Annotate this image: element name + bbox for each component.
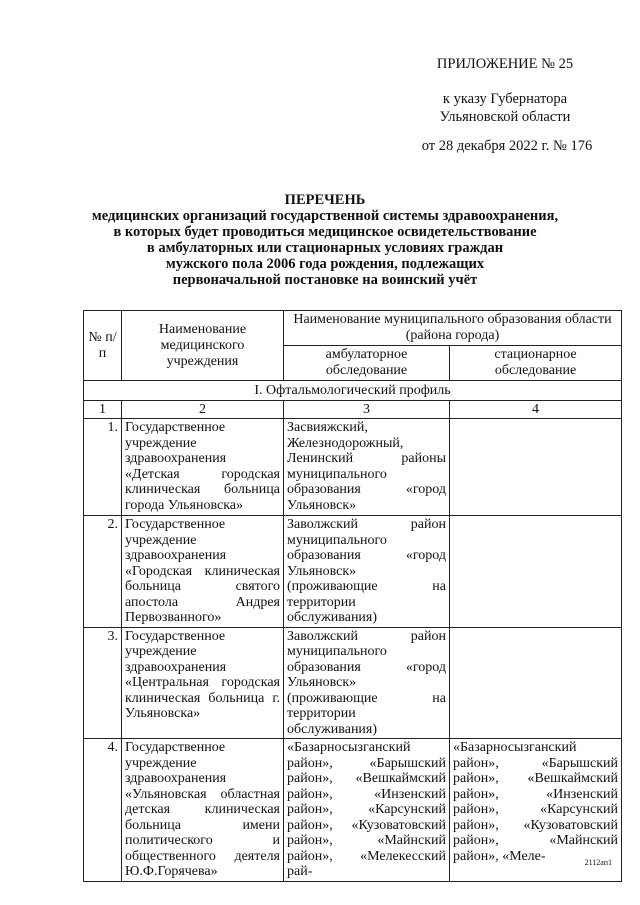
row-organization: Государственное учреждение здравоохранения «Детская городская клиническая больница города Ульяновска» (122, 419, 284, 516)
row-organization: Государственное учреждение здравоохранения «Центральная городская клиническая больница г. Ульяновска» (122, 627, 284, 739)
row-stationary (450, 627, 622, 739)
row-ambulatory: Заволжский район муниципального образования «город Ульяновск» (проживающие на территории обслуживания) (284, 627, 450, 739)
column-index: 1 (84, 401, 122, 419)
decree-line-2: Ульяновской области (439, 109, 571, 125)
decree-reference (400, 90, 610, 126)
title-line: первоначальной постановке на воинский учёт (172, 272, 478, 288)
table-row (84, 627, 622, 739)
header-stationary: стационарное обследование (450, 346, 622, 381)
document-title (86, 192, 564, 288)
section-row (84, 381, 622, 401)
decree-date: от 28 декабря 2022 г. № 176 (421, 138, 593, 154)
row-ambulatory: «Базарносызганский район», «Барышский район», «Вешкаймский район», «Инзенский район», «Карсунский район», «Кузоватовский район», «Майнский район», «Мелекесский рай- (284, 739, 450, 882)
title-line: в которых будет проводиться медицинское освидетельствование (113, 224, 537, 240)
appendix-number: ПРИЛОЖЕНИЕ № 25 (436, 56, 574, 72)
row-organization: Государственное учреждение здравоохранения «Городская клиническая больница святого апостола Андрея Первозванного» (122, 516, 284, 628)
row-ambulatory: Заволжский район муниципального образования «город Ульяновск» (проживающие на территории обслуживания) (284, 516, 450, 628)
column-index: 2 (122, 401, 284, 419)
row-ambulatory: Засвияжский, Железнодорожный, Ленинский районы муниципального образования «город Ульяновск» (284, 419, 450, 516)
row-stationary (450, 516, 622, 628)
organizations-table (83, 310, 622, 882)
row-stationary: «Базарносызганский район», «Барышский район», «Вешкаймский район», «Инзенский район», «Карсунский район», «Кузоватовский район», «Майнский район», «Меле- (450, 739, 622, 882)
decree-line-1: к указу Губернатора (442, 91, 568, 107)
row-number: 3. (84, 627, 122, 739)
row-number: 1. (84, 419, 122, 516)
title-line: ПЕРЕЧЕНЬ (284, 192, 366, 208)
row-number: 2. (84, 516, 122, 628)
row-organization: Государственное учреждение здравоохранения «Ульяновская областная детская клиническая больница имени политического и общественного деятеля Ю.Ф.Горячева» (122, 739, 284, 882)
table-row (84, 516, 622, 628)
title-line: медицинских организаций государственной системы здравоохранения, (91, 208, 559, 224)
column-index: 3 (284, 401, 450, 419)
document-stamp: 2112ап1 (584, 858, 612, 867)
table-header-row (84, 311, 622, 346)
header-organization: Наименование медицинского учреждения (122, 311, 284, 381)
header-ambulatory: амбулаторное обследование (284, 346, 450, 381)
row-stationary (450, 419, 622, 516)
column-index: 4 (450, 401, 622, 419)
row-number: 4. (84, 739, 122, 882)
column-index-row (84, 401, 622, 419)
header-municipal: Наименование муниципального образования области (района города) (284, 311, 622, 346)
header-number: № п/п (84, 311, 122, 381)
title-line: в амбулаторных или стационарных условиях граждан (146, 240, 504, 256)
title-line: мужского пола 2006 года рождения, подлежащих (165, 256, 485, 272)
table-row (84, 739, 622, 882)
table-row (84, 419, 622, 516)
section-title: I. Офтальмологический профиль (84, 381, 622, 401)
